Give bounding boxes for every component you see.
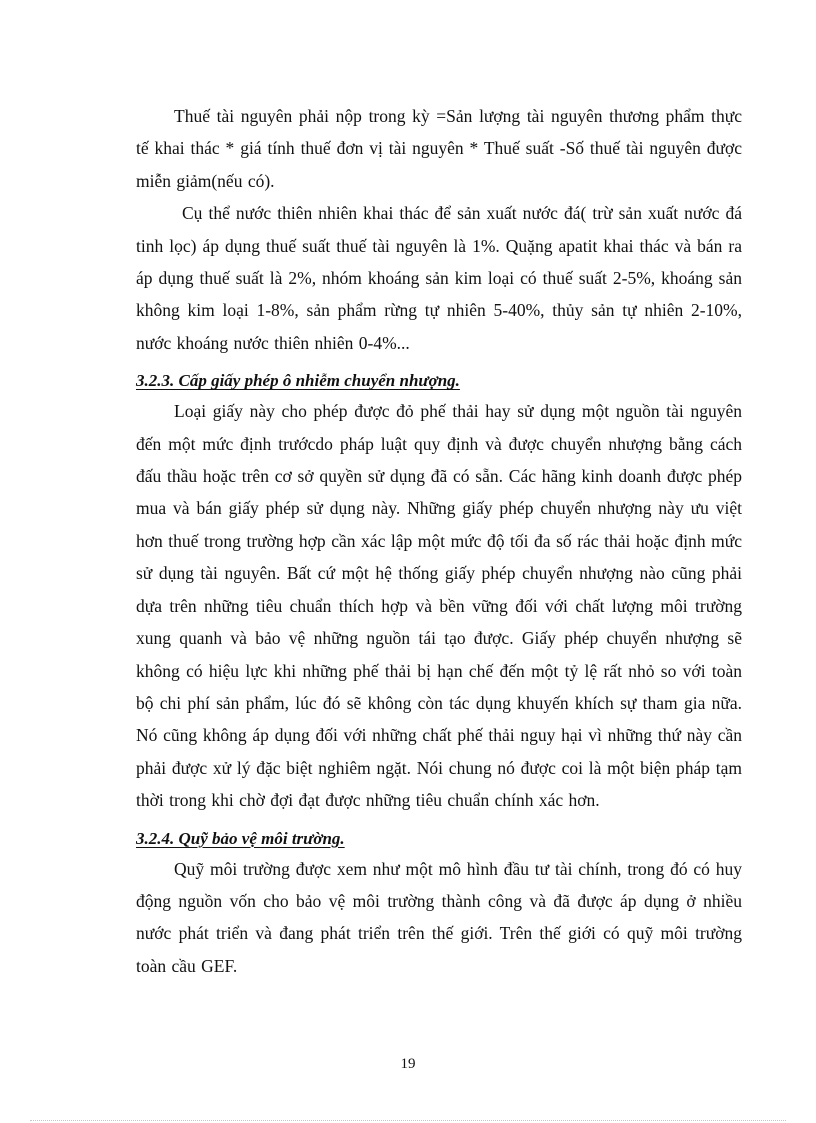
- paragraph-resource-tax-formula: Thuế tài nguyên phải nộp trong kỳ =Sản lượng tài nguyên thương phẩm thực tế khai thác * giá tính thuế đơn vị tài nguyên * Thuế suất -Số thuế tài nguyên được miễn giảm(nếu có).: [136, 106, 742, 191]
- paragraph-transferable-permits: Loại giấy này cho phép được đỏ phế thải hay sử dụng một nguồn tài nguyên đến một mức định trướcdo pháp luật quy định và được chuyển nhượng bằng cách đấu thầu hoặc trên cơ sở quyền sử dụng đã có sẵn. Các hãng kinh doanh được phép mua và bán giấy phép sử dụng này. Những giấy phép chuyển nhượng này ưu việt hơn thuế trong trường hợp cần xác lập một mức độ tối đa số rác thải hoặc định mức sử dụng tài nguyên. Bất cứ một hệ thống giấy phép chuyển nhượng nào cũng phải dựa trên những tiêu chuẩn thích hợp và bền vững đối với chất lượng môi trường xung quanh và bảo vệ những nguồn tái tạo được. Giấy phép chuyển nhượng sẽ không có hiệu lực khi những phế thải bị hạn chế đến một tỷ lệ rất nhỏ so với toàn bộ chi phí sản phẩm, lúc đó sẽ không còn tác dụng khuyến khích sự tham gia nữa. Nó cũng không áp dụng đối với những chất phế thải nguy hại vì những thứ này cần phải được xử lý đặc biệt nghiêm ngặt. Nói chung nó được coi là một biện pháp tạm thời trong khi chờ đợi đạt được những tiêu chuẩn chính xác hơn.: [136, 401, 742, 811]
- paragraph-resource-tax-rates: Cụ thể nước thiên nhiên khai thác để sản xuất nước đá( trừ sản xuất nước đá tinh lọc) áp dụng thuế suất thuế tài nguyên là 1%. Quặng apatit khai thác và bán ra áp dụng thuế suất là 2%, nhóm khoáng sản kim loại có thuế suất 2-5%, khoáng sản không kim loại 1-8%, sản phẩm rừng tự nhiên 5-40%, thủy sản tự nhiên 2-10%, nước khoáng nước thiên nhiên 0-4%...: [136, 203, 742, 353]
- paragraph-environment-fund: Quỹ môi trường được xem như một mô hình đầu tư tài chính, trong đó có huy động nguồn vốn cho bảo vệ môi trường thành công và đã được áp dụng ở nhiều nước phát triển và đang phát triển trên thế giới. Trên thế giới có quỹ môi trường toàn cầu GEF.: [136, 858, 742, 976]
- page-content: [136, 100, 742, 982]
- page-number: 19: [400, 1056, 416, 1072]
- page-bottom-rule: [30, 1120, 786, 1121]
- section-heading-3-2-3: 3.2.3. Cấp giấy phép ô nhiễm chuyển nhượng.: [136, 371, 460, 391]
- section-heading-3-2-4: 3.2.4. Quỹ bảo vệ môi trường.: [136, 828, 345, 848]
